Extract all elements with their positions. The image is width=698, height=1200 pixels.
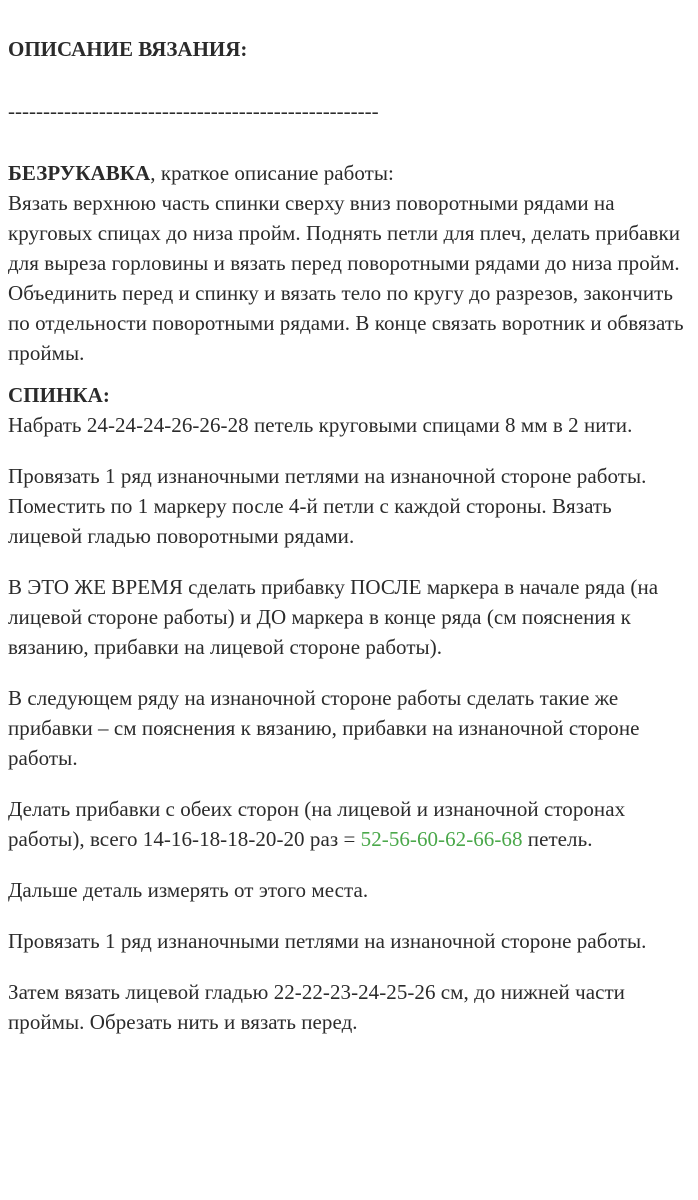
summary-paragraph: [8, 158, 690, 368]
back-stockinette-paragraph: Затем вязать лицевой гладью 22-22-23-24-25-26 см, до нижней части проймы. Обрезать нить и вязать перед.: [8, 980, 625, 1034]
back-increase-total-paragraph: [8, 794, 690, 854]
back-first-row-paragraph: Провязать 1 ряд изнаночными петлями на изнаночной стороне работы. Поместить по 1 маркеру после 4-й петли с каждой стороны. Вязать лицевой гладью поворотными рядами.: [8, 464, 647, 548]
summary-label-rest: , краткое описание работы:: [150, 161, 394, 185]
increase-total-suffix: петель.: [522, 827, 593, 851]
back-cast-on-paragraph: Набрать 24-24-24-26-26-28 петель круговыми спицами 8 мм в 2 нити.: [8, 413, 633, 437]
separator-line: -----------------------------------------------------: [8, 99, 379, 123]
back-purl-row-paragraph: Провязать 1 ряд изнаночными петлями на изнаночной стороне работы.: [8, 929, 647, 953]
summary-label: БЕЗРУКАВКА: [8, 161, 151, 185]
back-measure-paragraph: Дальше деталь измерять от этого места.: [8, 878, 369, 902]
stitch-count-highlight: 52-56-60-62-66-68: [360, 827, 523, 851]
back-increase-paragraph: В ЭТО ЖЕ ВРЕМЯ сделать прибавку ПОСЛЕ маркера в начале ряда (на лицевой стороне работы) и ДО маркера в конце ряда (см пояснения к вязанию, прибавки на лицевой стороне работы).: [8, 575, 659, 659]
page-title: ОПИСАНИЕ ВЯЗАНИЯ:: [8, 37, 248, 61]
summary-text: Вязать верхнюю часть спинки сверху вниз поворотными рядами на круговых спицах до низа пройм. Поднять петли для плеч, делать прибавки для выреза горловины и вязать перед поворотными рядами до низа пройм. Объединить перед и спинку и вязать тело по кругу до разрезов, закончить по отдельности поворотными рядами. В конце связать воротник и обвязать проймы.: [8, 191, 684, 365]
increase-total-text: Делать прибавки с обеих сторон (на лицевой и изнаночной сторонах работы), всего 14-16-18-18-20-20 раз =: [8, 797, 626, 851]
knitting-description: [8, 34, 690, 1037]
back-next-row-paragraph: В следующем ряду на изнаночной стороне работы сделать такие же прибавки – см пояснения к вязанию, прибавки на изнаночной стороне работы.: [8, 686, 640, 770]
back-heading: СПИНКА:: [8, 383, 110, 407]
